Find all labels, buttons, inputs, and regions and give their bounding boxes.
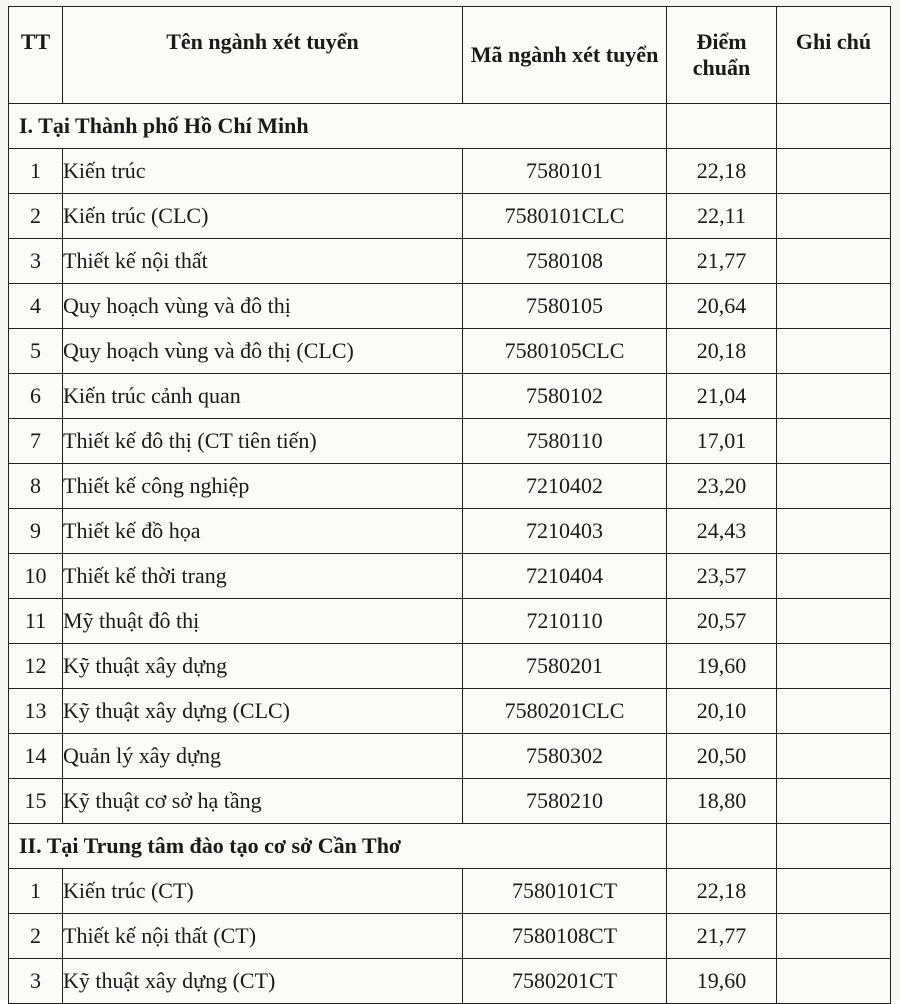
row-number: 8 xyxy=(9,464,63,509)
program-name: Kỹ thuật xây dựng (CLC) xyxy=(63,689,463,734)
table-row xyxy=(9,509,891,554)
program-name: Mỹ thuật đô thị xyxy=(63,599,463,644)
row-number: 12 xyxy=(9,644,63,689)
table-row xyxy=(9,284,891,329)
program-name: Kỹ thuật xây dựng xyxy=(63,644,463,689)
table-row xyxy=(9,599,891,644)
note-cell xyxy=(777,869,891,914)
program-name: Kỹ thuật cơ sở hạ tầng xyxy=(63,779,463,824)
table-row xyxy=(9,419,891,464)
program-code: 7580101CLC xyxy=(463,194,667,239)
table-row xyxy=(9,554,891,599)
note-cell xyxy=(777,194,891,239)
program-name: Quy hoạch vùng và đô thị xyxy=(63,284,463,329)
program-name: Quy hoạch vùng và đô thị (CLC) xyxy=(63,329,463,374)
table-row xyxy=(9,239,891,284)
program-code: 7580110 xyxy=(463,419,667,464)
row-number: 1 xyxy=(9,869,63,914)
cutoff-score: 22,18 xyxy=(667,869,777,914)
program-name: Quản lý xây dựng xyxy=(63,734,463,779)
cutoff-score: 22,18 xyxy=(667,149,777,194)
cutoff-score: 20,64 xyxy=(667,284,777,329)
cutoff-score: 19,60 xyxy=(667,959,777,1004)
program-name: Thiết kế nội thất xyxy=(63,239,463,284)
table-row xyxy=(9,644,891,689)
program-code: 7580101 xyxy=(463,149,667,194)
row-number: 15 xyxy=(9,779,63,824)
cutoff-score: 22,11 xyxy=(667,194,777,239)
program-code: 7580210 xyxy=(463,779,667,824)
table-row xyxy=(9,194,891,239)
header-tt: TT xyxy=(9,7,63,104)
section-title: I. Tại Thành phố Hồ Chí Minh xyxy=(9,104,667,149)
row-number: 6 xyxy=(9,374,63,419)
admission-score-table xyxy=(8,6,891,1004)
program-code: 7210404 xyxy=(463,554,667,599)
table-row xyxy=(9,914,891,959)
table-row xyxy=(9,689,891,734)
program-code: 7580105CLC xyxy=(463,329,667,374)
header-code: Mã ngành xét tuyển xyxy=(463,7,667,104)
table-row xyxy=(9,959,891,1004)
header-score: Điểm chuẩn xyxy=(667,7,777,104)
section-empty-cell xyxy=(777,104,891,149)
cutoff-score: 24,43 xyxy=(667,509,777,554)
cutoff-score: 20,57 xyxy=(667,599,777,644)
program-name: Kiến trúc cảnh quan xyxy=(63,374,463,419)
cutoff-score: 23,57 xyxy=(667,554,777,599)
program-code: 7580201CT xyxy=(463,959,667,1004)
program-code: 7580201CLC xyxy=(463,689,667,734)
row-number: 10 xyxy=(9,554,63,599)
row-number: 1 xyxy=(9,149,63,194)
cutoff-score: 17,01 xyxy=(667,419,777,464)
note-cell xyxy=(777,509,891,554)
note-cell xyxy=(777,554,891,599)
cutoff-score: 20,50 xyxy=(667,734,777,779)
program-code: 7210402 xyxy=(463,464,667,509)
note-cell xyxy=(777,284,891,329)
row-number: 4 xyxy=(9,284,63,329)
program-name: Thiết kế thời trang xyxy=(63,554,463,599)
program-code: 7580101CT xyxy=(463,869,667,914)
section-empty-cell xyxy=(777,824,891,869)
program-name: Thiết kế nội thất (CT) xyxy=(63,914,463,959)
section-empty-cell xyxy=(667,824,777,869)
program-name: Kỹ thuật xây dựng (CT) xyxy=(63,959,463,1004)
program-name: Kiến trúc (CT) xyxy=(63,869,463,914)
table-row xyxy=(9,374,891,419)
cutoff-score: 21,77 xyxy=(667,239,777,284)
note-cell xyxy=(777,959,891,1004)
cutoff-score: 21,04 xyxy=(667,374,777,419)
program-code: 7580108 xyxy=(463,239,667,284)
cutoff-score: 20,10 xyxy=(667,689,777,734)
table-row xyxy=(9,734,891,779)
program-name: Kiến trúc xyxy=(63,149,463,194)
note-cell xyxy=(777,689,891,734)
program-code: 7210403 xyxy=(463,509,667,554)
program-code: 7580108CT xyxy=(463,914,667,959)
program-code: 7580302 xyxy=(463,734,667,779)
row-number: 3 xyxy=(9,959,63,1004)
row-number: 13 xyxy=(9,689,63,734)
table-row xyxy=(9,464,891,509)
cutoff-score: 21,77 xyxy=(667,914,777,959)
note-cell xyxy=(777,734,891,779)
section-row xyxy=(9,104,891,149)
program-code: 7210110 xyxy=(463,599,667,644)
table-row xyxy=(9,149,891,194)
row-number: 3 xyxy=(9,239,63,284)
note-cell xyxy=(777,599,891,644)
header-name: Tên ngành xét tuyển xyxy=(63,7,463,104)
note-cell xyxy=(777,374,891,419)
note-cell xyxy=(777,419,891,464)
cutoff-score: 18,80 xyxy=(667,779,777,824)
row-number: 2 xyxy=(9,914,63,959)
program-name: Kiến trúc (CLC) xyxy=(63,194,463,239)
cutoff-score: 20,18 xyxy=(667,329,777,374)
note-cell xyxy=(777,239,891,284)
program-name: Thiết kế đô thị (CT tiên tiến) xyxy=(63,419,463,464)
program-code: 7580201 xyxy=(463,644,667,689)
cutoff-score: 23,20 xyxy=(667,464,777,509)
cutoff-score: 19,60 xyxy=(667,644,777,689)
note-cell xyxy=(777,149,891,194)
section-empty-cell xyxy=(667,104,777,149)
row-number: 14 xyxy=(9,734,63,779)
row-number: 9 xyxy=(9,509,63,554)
table-row xyxy=(9,869,891,914)
table-row xyxy=(9,779,891,824)
header-note: Ghi chú xyxy=(777,7,891,104)
note-cell xyxy=(777,914,891,959)
section-row xyxy=(9,824,891,869)
program-code: 7580105 xyxy=(463,284,667,329)
section-title: II. Tại Trung tâm đào tạo cơ sở Cần Thơ xyxy=(9,824,667,869)
table-row xyxy=(9,329,891,374)
table-body xyxy=(9,104,891,1004)
note-cell xyxy=(777,464,891,509)
note-cell xyxy=(777,779,891,824)
program-name: Thiết kế công nghiệp xyxy=(63,464,463,509)
program-name: Thiết kế đồ họa xyxy=(63,509,463,554)
note-cell xyxy=(777,329,891,374)
note-cell xyxy=(777,644,891,689)
table-header-row xyxy=(9,7,891,104)
row-number: 2 xyxy=(9,194,63,239)
row-number: 5 xyxy=(9,329,63,374)
row-number: 11 xyxy=(9,599,63,644)
program-code: 7580102 xyxy=(463,374,667,419)
row-number: 7 xyxy=(9,419,63,464)
